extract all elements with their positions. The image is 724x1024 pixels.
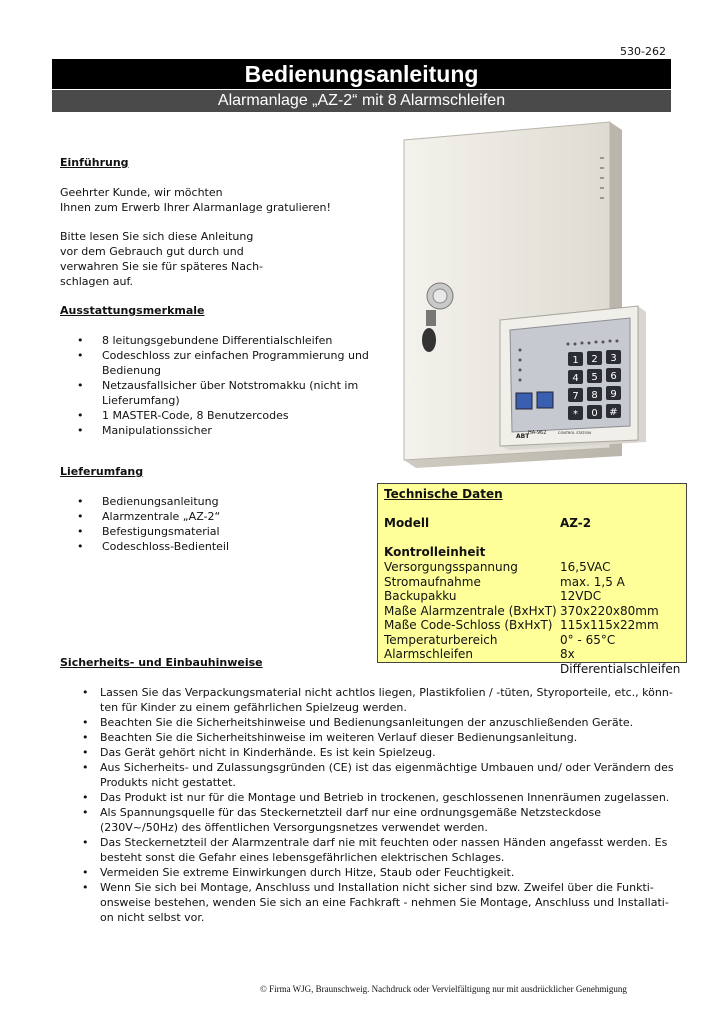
list-item: • Wenn Sie sich bei Montage, Anschluss und Installation nicht sicher sind bzw. Zweifel über die Funkti- onsweise bestehen, wenden Sie sich an eine Fachkraft - nehmen Sie Montage, Anschluss und Installati- on nicht selbst vor.	[57, 880, 687, 925]
keypad-key-label: 6	[610, 371, 617, 382]
tech-row-value: 12VDC	[560, 589, 602, 603]
keypad-key-label: 5	[591, 372, 598, 383]
features-heading: Ausstattungsmerkmale	[60, 304, 205, 317]
list-item: • Befestigungsmaterial	[57, 524, 357, 539]
intro-heading: Einführung	[60, 156, 129, 169]
list-item: • 8 leitungsgebundene Differentialschleifen	[57, 333, 377, 348]
tech-row	[384, 604, 684, 619]
keypad-key-label: 4	[572, 373, 579, 384]
alarm-device-photo	[400, 118, 650, 470]
tech-row-label: Maße Code-Schloss (BxHxT)	[384, 618, 553, 632]
keypad-key-label: 0	[591, 408, 598, 419]
delivery-list	[57, 494, 357, 554]
list-item: • Das Steckernetzteil der Alarmzentrale darf nie mit feuchten oder nassen Händen angefasst werden. Es besteht sonst die Gefahr eines lebensgefährlichen elektrischen Schlages.	[57, 835, 687, 865]
tech-row-label: Stromaufnahme	[384, 574, 481, 589]
tech-row-value: max. 1,5 A	[560, 574, 625, 589]
tech-row-value: 16,5VAC	[560, 560, 611, 574]
tech-row-value: 370x220x80mm	[560, 603, 659, 618]
safety-list	[57, 685, 687, 925]
keypad-key-label: 2	[591, 354, 598, 365]
keypad-key-label: 8	[591, 390, 598, 401]
tech-row-label: Maße Alarmzentrale (BxHxT)	[384, 603, 557, 618]
list-item: • Das Produkt ist nur für die Montage und Betrieb in trockenen, geschlossenen Innenräumen zugelassen.	[57, 790, 687, 805]
tech-section-title: Kontrolleinheit	[384, 545, 486, 559]
tech-row-value: 0° - 65°C	[560, 632, 616, 647]
page-title: Bedienungsanleitung	[52, 59, 671, 89]
intro-paragraph-2: Bitte lesen Sie sich diese Anleitung vor dem Gebrauch gut durch und verwahren Sie sie für späteres Nach- schlagen auf.	[60, 230, 264, 288]
tech-model-row	[384, 516, 684, 531]
list-item: • Alarmzentrale „AZ-2“	[57, 509, 357, 524]
list-item: • Vermeiden Sie extreme Einwirkungen durch Hitze, Staub oder Feuchtigkeit.	[57, 865, 687, 880]
list-item: • Bedienungsanleitung	[57, 494, 357, 509]
tech-model-value: AZ-2	[560, 516, 592, 530]
tech-row-label: Versorgungsspannung	[384, 560, 518, 574]
tech-row	[384, 575, 684, 590]
features-list	[57, 333, 377, 438]
list-item: • Als Spannungsquelle für das Steckernetzteil darf nur eine ordnungsgemäße Netzsteckdose (230V~/50Hz) des öffentlichen Versorgungsnetzes verwendet werden.	[57, 805, 687, 835]
list-item: • Beachten Sie die Sicherheitshinweise und Bedienungsanleitungen der anzuschließenden Geräte.	[57, 715, 687, 730]
tech-model-label: Modell	[384, 516, 430, 530]
tech-row	[384, 560, 684, 575]
tech-row-label: Backupakku	[384, 589, 457, 603]
list-item: • Lassen Sie das Verpackungsmaterial nicht achtlos liegen, Plastikfolien / -tüten, Styroporteile, etc., könn- ten für Kinder zu einem gefährlichen Spielzeug werden.	[57, 685, 687, 715]
tech-row-label: Temperaturbereich	[384, 632, 498, 647]
list-item: • Netzausfallsicher über Notstromakku (nicht im Lieferumfang)	[57, 378, 377, 408]
brand-logo: ABT	[516, 433, 530, 440]
tech-data-box	[377, 483, 687, 676]
tech-row-value: 115x115x22mm	[560, 618, 659, 632]
delivery-heading: Lieferumfang	[60, 465, 144, 478]
footer-copyright: © Firma WJG, Braunschweig. Nachdruck oder Vervielfältigung nur mit ausdrücklicher Genehmigung	[260, 984, 627, 994]
keypad-key-label: #	[609, 407, 618, 418]
tech-row	[384, 589, 684, 604]
keypad-key-label: *	[573, 409, 578, 420]
list-item: • 1 MASTER-Code, 8 Benutzercodes	[57, 408, 377, 423]
list-item: • Manipulationssicher	[57, 423, 377, 438]
tech-row-value: 8x Differentialschleifen	[560, 647, 681, 676]
safety-heading: Sicherheits- und Einbauhinweise	[60, 656, 263, 669]
list-item: • Das Gerät gehört nicht in Kinderhände. Es ist kein Spielzeug.	[57, 745, 687, 760]
model-label: HA-962	[528, 430, 547, 436]
list-item: • Codeschloss zur einfachen Programmierung und Bedienung	[57, 348, 377, 378]
document-number: 530-262	[620, 45, 666, 58]
intro-paragraph-1: Geehrter Kunde, wir möchten Ihnen zum Erwerb Ihrer Alarmanlage gratulieren!	[60, 186, 331, 214]
keypad-key-label: 3	[610, 353, 617, 364]
list-item: • Codeschloss-Bedienteil	[57, 539, 357, 554]
keypad-key-label: 1	[572, 355, 579, 366]
tech-row	[384, 618, 684, 633]
list-item: • Aus Sicherheits- und Zulassungsgründen (CE) ist das eigenmächtige Umbauen und/ oder Verändern des Produkts nicht gestattet.	[57, 760, 687, 790]
tech-row	[384, 647, 684, 676]
tech-row	[384, 633, 684, 648]
tech-heading: Technische Daten	[384, 487, 503, 501]
keypad-key-label: 7	[572, 391, 579, 402]
keypad-key-label: 9	[610, 389, 617, 400]
list-item: • Beachten Sie die Sicherheitshinweise im weiteren Verlauf dieser Bedienungsanleitung.	[57, 730, 687, 745]
tech-row-label: Alarmschleifen	[384, 647, 474, 661]
panel-label: CONTROL STATION	[558, 431, 591, 435]
page-subtitle: Alarmanlage „AZ-2“ mit 8 Alarmschleifen	[52, 90, 671, 112]
